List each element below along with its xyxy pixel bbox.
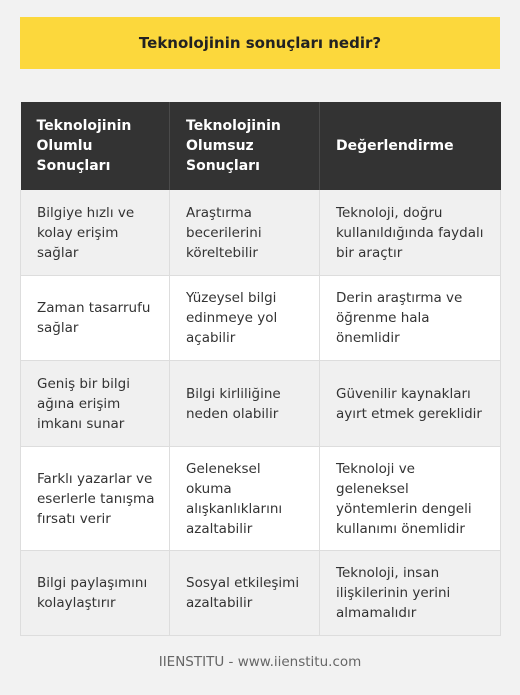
table-cell: Zaman tasarrufu sağlar (21, 276, 170, 361)
table-cell: Bilgi paylaşımını kolaylaştırır (21, 551, 170, 636)
column-header-negative: Teknolojinin Olumsuz Sonuçları (170, 102, 320, 190)
page-title: Teknolojinin sonuçları nedir? (20, 17, 500, 69)
table-cell: Güvenilir kaynakları ayırt etmek gereklidir (320, 361, 501, 447)
table-row (21, 361, 501, 447)
table-row (21, 190, 501, 276)
table-cell: Araştırma becerilerini köreltebilir (170, 190, 320, 276)
table-cell: Bilgi kirliliğine neden olabilir (170, 361, 320, 447)
column-header-evaluation: Değerlendirme (320, 102, 501, 190)
table-cell: Derin araştırma ve öğrenme hala önemlidir (320, 276, 501, 361)
table-header-row (21, 102, 501, 190)
table-cell: Yüzeysel bilgi edinmeye yol açabilir (170, 276, 320, 361)
column-header-positive: Teknolojinin Olumlu Sonuçları (21, 102, 170, 190)
table-cell: Sosyal etkileşimi azaltabilir (170, 551, 320, 636)
table-cell: Geleneksel okuma alışkanlıklarını azaltabilir (170, 447, 320, 551)
comparison-table (20, 102, 501, 636)
table-row (21, 447, 501, 551)
table-cell: Teknoloji, doğru kullanıldığında faydalı bir araçtır (320, 190, 501, 276)
table-cell: Teknoloji, insan ilişkilerinin yerini almamalıdır (320, 551, 501, 636)
table-cell: Geniş bir bilgi ağına erişim imkanı sunar (21, 361, 170, 447)
table-row (21, 551, 501, 636)
table-cell: Teknoloji ve geleneksel yöntemlerin dengeli kullanımı önemlidir (320, 447, 501, 551)
table-row (21, 276, 501, 361)
table-cell: Farklı yazarlar ve eserlerle tanışma fırsatı verir (21, 447, 170, 551)
table-cell: Bilgiye hızlı ve kolay erişim sağlar (21, 190, 170, 276)
footer-credit: IIENSTITU - www.iienstitu.com (158, 654, 362, 670)
